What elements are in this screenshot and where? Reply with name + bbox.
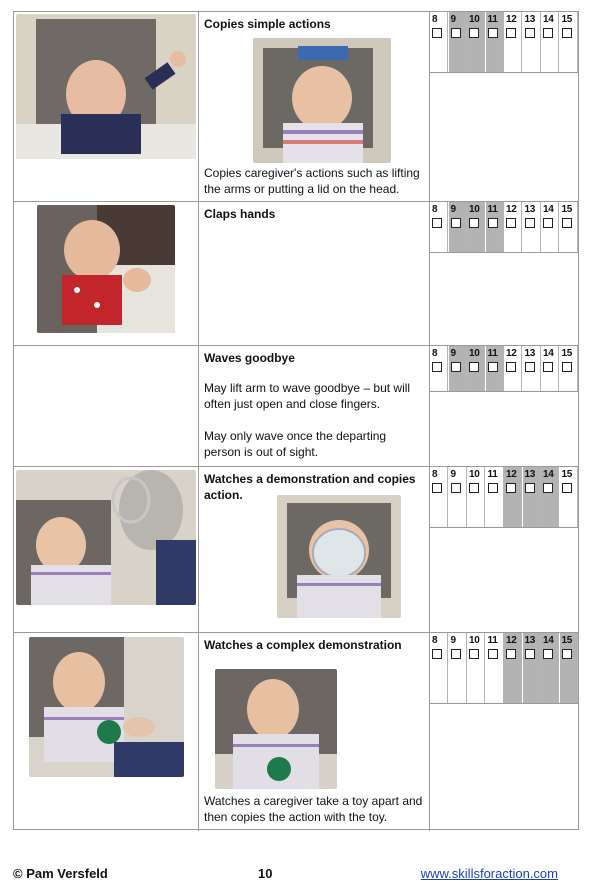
month-label: 8 xyxy=(432,635,438,646)
description-cell xyxy=(199,467,430,632)
month-checkbox[interactable] xyxy=(451,218,461,228)
month-checkbox[interactable] xyxy=(506,649,516,659)
month-grid xyxy=(430,12,578,72)
month-column-15 xyxy=(560,12,578,72)
month-checkbox[interactable] xyxy=(488,218,498,228)
month-checkbox[interactable] xyxy=(432,649,442,659)
month-checkbox[interactable] xyxy=(525,483,535,493)
month-label: 10 xyxy=(469,635,480,646)
month-column-15 xyxy=(560,633,578,703)
milestone-description-note: May only wave once the departing person is out of sight. xyxy=(204,429,387,459)
month-column-15 xyxy=(560,467,578,527)
month-label: 10 xyxy=(469,14,480,25)
month-label: 8 xyxy=(432,348,438,359)
month-label: 11 xyxy=(487,348,498,359)
month-column-9 xyxy=(449,12,467,72)
copyright-text: © Pam Versfeld xyxy=(13,866,108,881)
description-cell xyxy=(199,12,430,201)
grid-divider xyxy=(430,391,578,392)
grid-divider xyxy=(430,252,578,253)
month-checkbox[interactable] xyxy=(451,649,461,659)
website-link[interactable]: www.skillsforaction.com xyxy=(420,866,558,881)
month-label: 14 xyxy=(543,14,554,25)
milestone-row-copies-simple-actions xyxy=(14,12,578,202)
milestone-row-complex-demonstration xyxy=(14,633,578,831)
month-checkbox[interactable] xyxy=(562,362,572,372)
month-checkbox[interactable] xyxy=(451,362,461,372)
month-label: 9 xyxy=(450,348,456,359)
month-checkbox[interactable] xyxy=(432,28,442,38)
month-column-12 xyxy=(504,346,522,391)
photo-cell xyxy=(14,12,199,201)
month-checkbox[interactable] xyxy=(432,362,442,372)
month-checkbox[interactable] xyxy=(506,28,516,38)
month-label: 11 xyxy=(487,204,498,215)
month-column-13 xyxy=(523,467,541,527)
month-checkbox[interactable] xyxy=(525,218,535,228)
baby-playing-with-toy-photo xyxy=(215,669,337,789)
month-label: 14 xyxy=(543,348,554,359)
month-column-12 xyxy=(504,633,522,703)
baby-watching-caregiver-photo xyxy=(16,470,196,605)
month-checkbox[interactable] xyxy=(488,362,498,372)
month-column-15 xyxy=(560,346,578,391)
month-checklist xyxy=(430,346,578,466)
month-column-14 xyxy=(541,467,559,527)
month-column-15 xyxy=(560,202,578,252)
photo-cell xyxy=(14,202,199,345)
month-label: 11 xyxy=(487,14,498,25)
month-column-8 xyxy=(430,346,448,391)
month-column-13 xyxy=(523,12,541,72)
month-grid xyxy=(430,346,578,391)
month-column-9 xyxy=(449,467,467,527)
grid-divider xyxy=(430,72,578,73)
month-label: 13 xyxy=(524,14,536,25)
month-checklist xyxy=(430,467,578,632)
month-label: 13 xyxy=(524,469,536,480)
month-column-11 xyxy=(486,467,504,527)
month-checkbox[interactable] xyxy=(525,649,535,659)
month-column-13 xyxy=(523,633,541,703)
milestone-description: May lift arm to wave goodbye – but will often just open and close fingers. xyxy=(204,381,411,411)
month-column-11 xyxy=(486,202,504,252)
month-checkbox[interactable] xyxy=(488,649,498,659)
photo-cell xyxy=(14,467,199,632)
month-checkbox[interactable] xyxy=(432,483,442,493)
milestone-row-watches-demonstration xyxy=(14,467,578,633)
milestone-table xyxy=(13,11,579,830)
milestone-description: Copies caregiver's actions such as lifting the arms or putting a lid on the head. xyxy=(204,166,420,196)
month-checkbox[interactable] xyxy=(562,28,572,38)
month-checklist xyxy=(430,202,578,345)
month-label: 13 xyxy=(524,204,536,215)
month-column-8 xyxy=(430,633,448,703)
month-grid xyxy=(430,202,578,252)
month-label: 14 xyxy=(543,469,554,480)
month-label: 12 xyxy=(506,204,517,215)
month-column-9 xyxy=(449,202,467,252)
month-checkbox[interactable] xyxy=(543,218,553,228)
month-checkbox[interactable] xyxy=(451,28,461,38)
month-column-10 xyxy=(467,202,485,252)
milestone-description: Watches a caregiver take a toy apart and then copies the action with the toy. xyxy=(204,794,423,824)
month-checkbox[interactable] xyxy=(543,649,553,659)
month-column-11 xyxy=(486,12,504,72)
photo-cell xyxy=(14,633,199,831)
grid-divider xyxy=(430,527,578,528)
month-column-11 xyxy=(486,633,504,703)
baby-lid-on-head-photo xyxy=(253,38,391,163)
month-label: 15 xyxy=(561,14,573,25)
month-label: 12 xyxy=(506,469,517,480)
month-checkbox[interactable] xyxy=(451,483,461,493)
month-column-10 xyxy=(467,633,485,703)
month-label: 10 xyxy=(469,204,480,215)
description-cell xyxy=(199,633,430,831)
description-cell xyxy=(199,202,430,345)
grid-divider xyxy=(430,703,578,704)
month-label: 12 xyxy=(506,635,517,646)
page-footer xyxy=(0,864,600,884)
month-checkbox[interactable] xyxy=(543,362,553,372)
month-checklist xyxy=(430,633,578,831)
month-column-12 xyxy=(504,202,522,252)
month-column-8 xyxy=(430,12,448,72)
month-column-14 xyxy=(541,12,559,72)
baby-with-toy-and-caregiver-photo xyxy=(29,637,184,777)
month-checkbox[interactable] xyxy=(525,362,535,372)
month-checkbox[interactable] xyxy=(562,483,572,493)
month-label: 8 xyxy=(432,14,438,25)
month-label: 9 xyxy=(450,635,456,646)
month-label: 11 xyxy=(487,635,498,646)
month-column-8 xyxy=(430,467,448,527)
month-checkbox[interactable] xyxy=(543,28,553,38)
month-column-8 xyxy=(430,202,448,252)
month-checkbox[interactable] xyxy=(488,28,498,38)
month-label: 8 xyxy=(432,204,438,215)
month-checkbox[interactable] xyxy=(506,362,516,372)
month-column-12 xyxy=(504,467,522,527)
month-checkbox[interactable] xyxy=(469,362,479,372)
baby-arms-raised-photo xyxy=(16,14,196,159)
month-checkbox[interactable] xyxy=(562,649,572,659)
month-label: 9 xyxy=(450,204,456,215)
month-column-14 xyxy=(541,202,559,252)
month-column-12 xyxy=(504,12,522,72)
month-checkbox[interactable] xyxy=(543,483,553,493)
month-label: 13 xyxy=(524,635,536,646)
milestone-row-waves-goodbye xyxy=(14,346,578,467)
milestone-title: Copies simple actions xyxy=(204,17,331,31)
month-checkbox[interactable] xyxy=(525,28,535,38)
month-column-13 xyxy=(523,202,541,252)
month-column-10 xyxy=(467,346,485,391)
month-checkbox[interactable] xyxy=(469,218,479,228)
month-grid xyxy=(430,467,578,527)
month-column-9 xyxy=(449,346,467,391)
month-checkbox[interactable] xyxy=(488,483,498,493)
month-column-9 xyxy=(449,633,467,703)
month-label: 15 xyxy=(561,348,573,359)
month-checkbox[interactable] xyxy=(469,483,479,493)
month-label: 9 xyxy=(450,469,456,480)
month-label: 12 xyxy=(506,348,517,359)
month-checkbox[interactable] xyxy=(432,218,442,228)
baby-clapping-photo xyxy=(37,205,175,333)
milestone-row-claps-hands xyxy=(14,202,578,346)
month-checkbox[interactable] xyxy=(506,483,516,493)
month-checkbox[interactable] xyxy=(506,218,516,228)
month-checkbox[interactable] xyxy=(469,28,479,38)
month-column-14 xyxy=(541,346,559,391)
month-column-13 xyxy=(523,346,541,391)
month-label: 9 xyxy=(450,14,456,25)
baby-bowl-on-face-photo xyxy=(277,495,401,618)
milestone-title: Waves goodbye xyxy=(204,351,295,365)
month-column-11 xyxy=(486,346,504,391)
month-column-10 xyxy=(467,467,485,527)
month-label: 15 xyxy=(561,204,573,215)
month-column-10 xyxy=(467,12,485,72)
milestone-title: Watches a demonstration and copies action. xyxy=(204,472,416,502)
page-number: 10 xyxy=(258,866,273,881)
month-checklist xyxy=(430,12,578,201)
month-label: 14 xyxy=(543,635,554,646)
milestone-title: Claps hands xyxy=(204,207,276,221)
month-label: 10 xyxy=(469,469,480,480)
month-label: 10 xyxy=(469,348,480,359)
month-label: 15 xyxy=(561,469,573,480)
photo-cell xyxy=(14,346,199,466)
month-label: 14 xyxy=(543,204,554,215)
month-label: 12 xyxy=(506,14,517,25)
milestone-title: Watches a complex demonstration xyxy=(204,638,402,652)
month-label: 11 xyxy=(487,469,498,480)
month-label: 15 xyxy=(561,635,573,646)
month-checkbox[interactable] xyxy=(562,218,572,228)
month-label: 13 xyxy=(524,348,536,359)
month-column-14 xyxy=(541,633,559,703)
description-cell xyxy=(199,346,430,466)
month-checkbox[interactable] xyxy=(469,649,479,659)
month-grid xyxy=(430,633,578,703)
month-label: 8 xyxy=(432,469,438,480)
